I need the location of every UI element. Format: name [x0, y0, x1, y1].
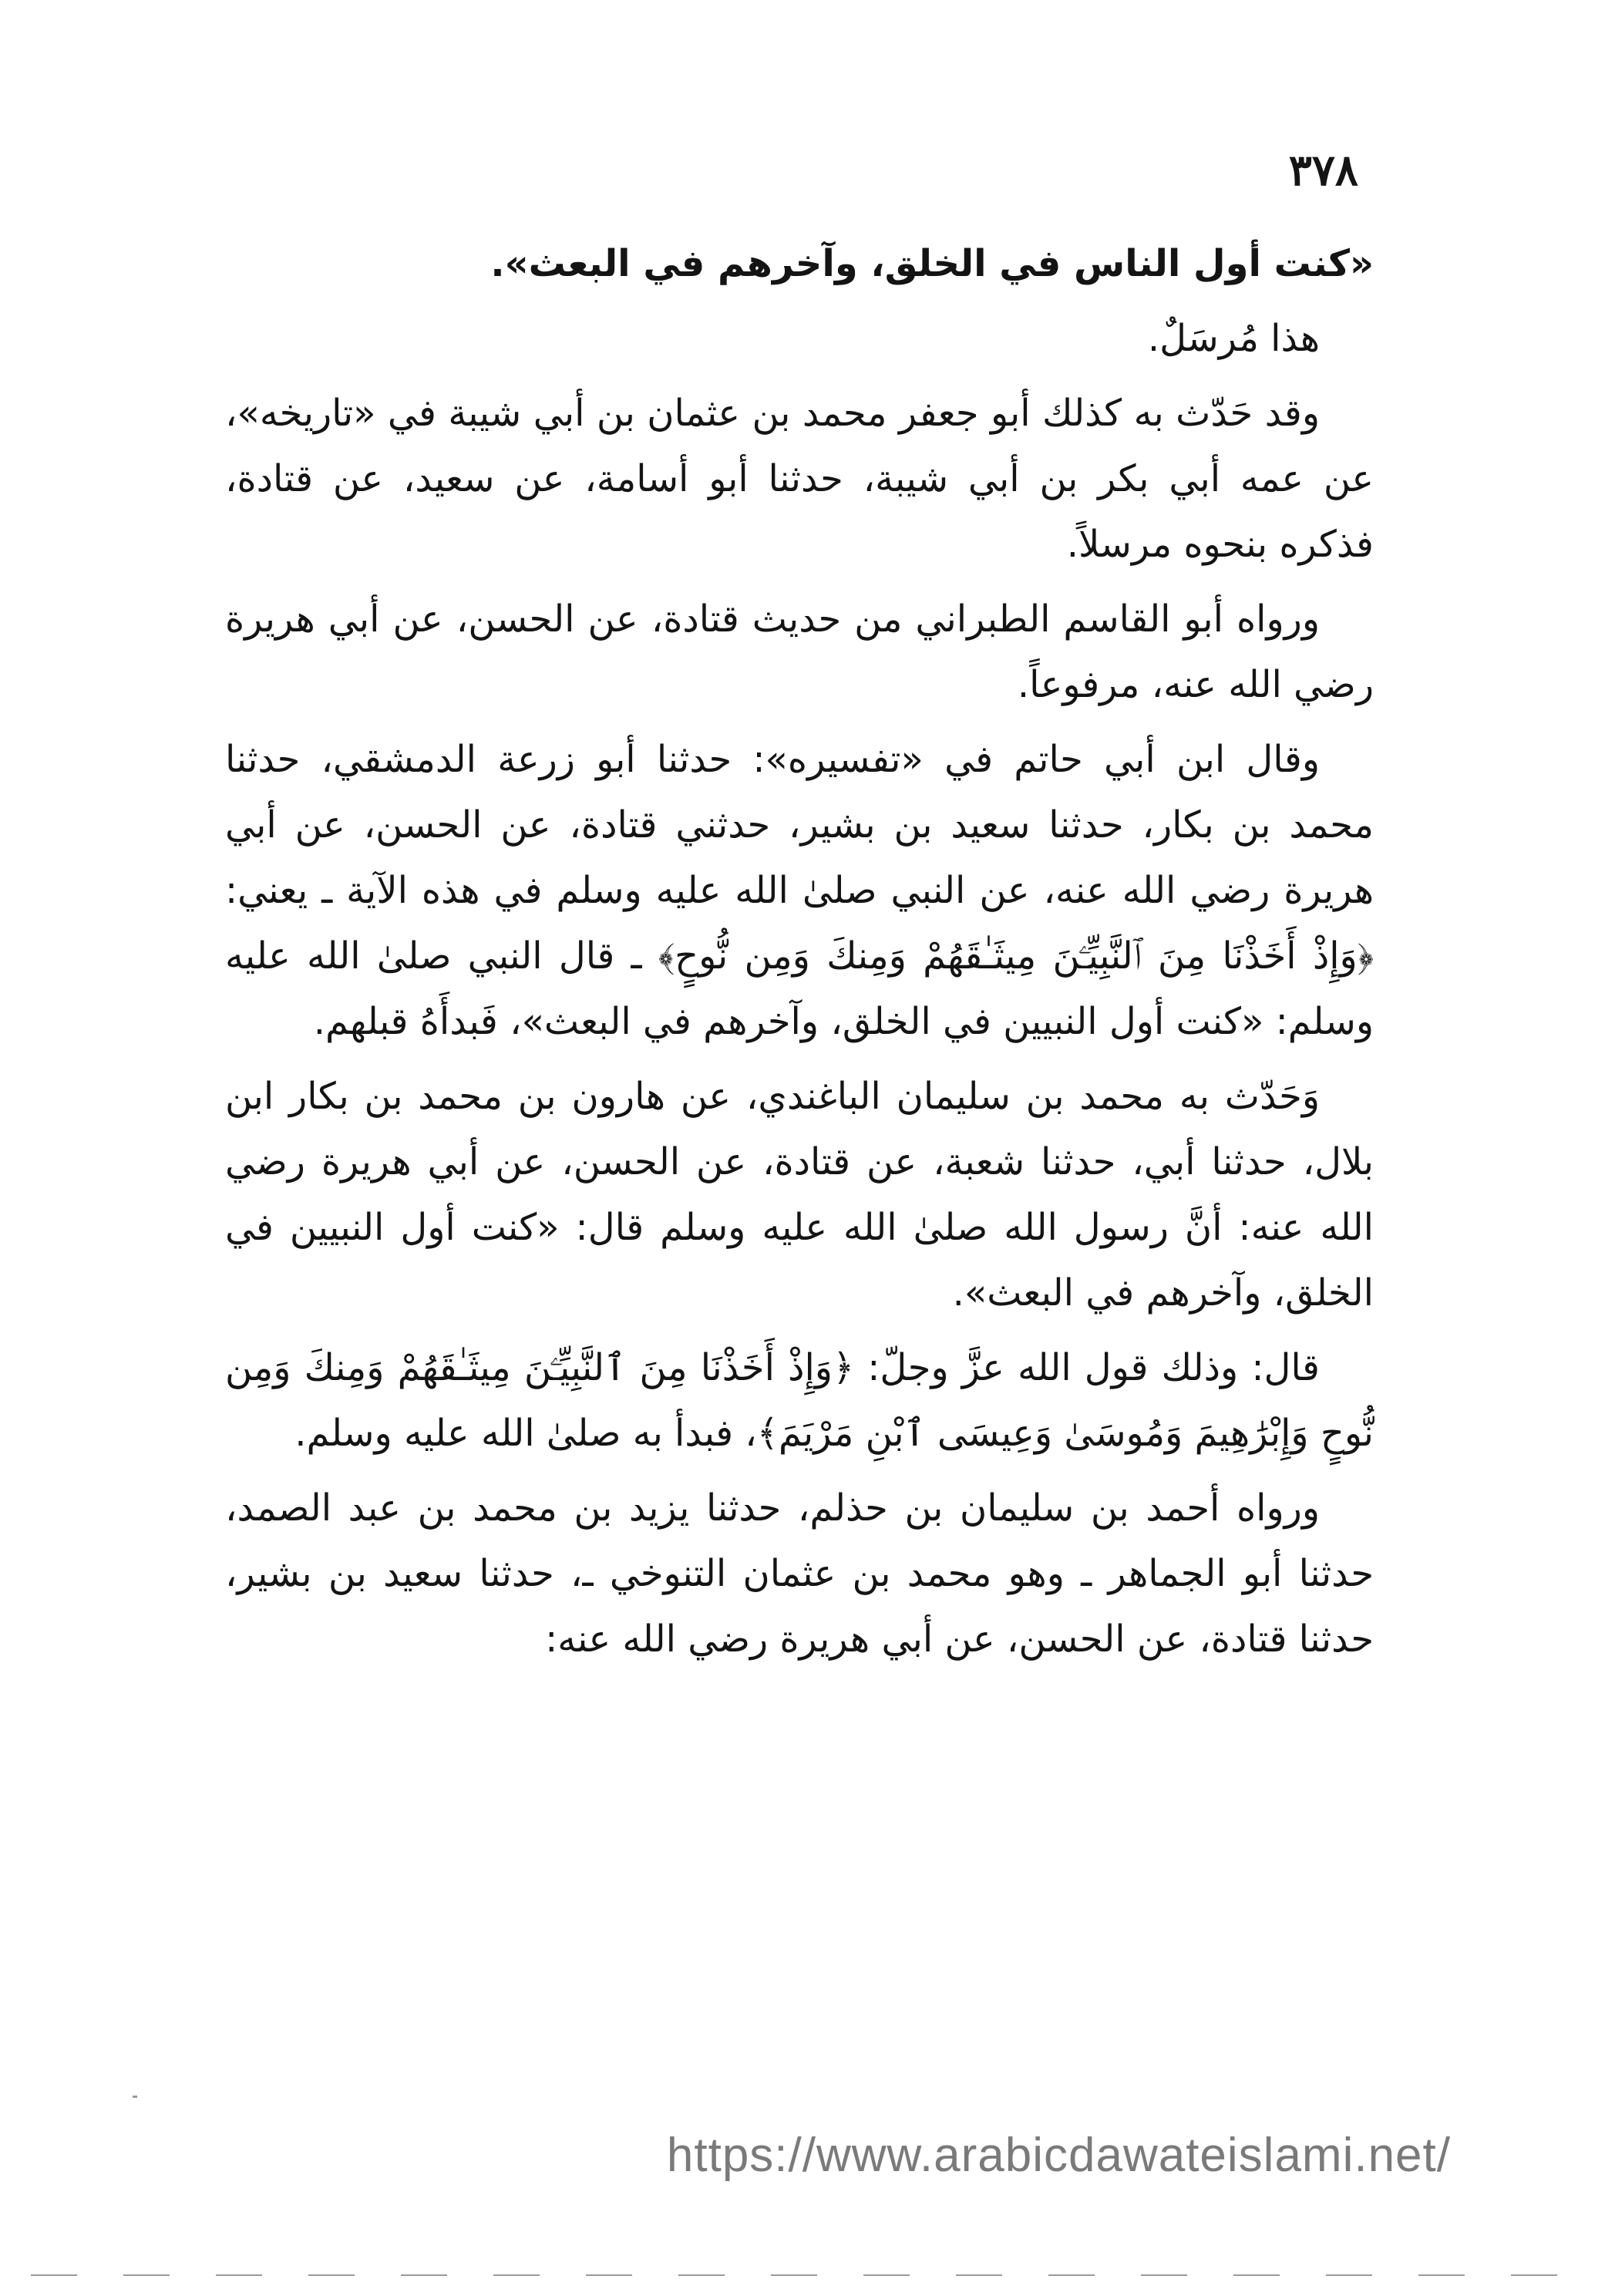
paragraph-tabarani: ورواه أبو القاسم الطبراني من حديث قتادة، عن الحسن، عن أبي هريرة رضي الله عنه، مرفوعاً. [225, 598, 1374, 706]
paragraph-ibn-abi-hatim: وقال ابن أبي حاتم في «تفسيره»: حدثنا أبو زرعة الدمشقي، حدثنا محمد بن بكار، حدثنا سعيد بن بشير، حدثني قتادة، عن الحسن، عن أبي هريرة رضي الله عنه، عن النبي صلىٰ الله عليه وسلم في هذه الآية ـ يعني: ﴿وَإِذْ أَخَذْنَا مِنَ ٱلنَّبِيِّـۧنَ مِيثَـٰقَهُمْ وَمِنكَ وَمِن نُّوحٍ﴾ ـ قال النبي صلىٰ الله عليه وسلم: «كنت أول النبيين في الخلق، وآخرهم في البعث»، فَبدأَهُ قبلهم. [225, 738, 1374, 1043]
paragraph-baghandi: وَحَدّث به محمد بن سليمان الباغندي، عن هارون بن محمد بن بكار ابن بلال، حدثنا أبي، حدثنا شعبة، عن قتادة، عن الحسن، عن أبي هريرة رضي الله عنه: أنَّ رسول الله صلىٰ الله عليه وسلم قال: «كنت أول النبيين في الخلق، وآخرهم في البعث». [225, 1075, 1374, 1315]
paragraph-hadith-quote: «كنت أول الناس في الخلق، وآخرهم في البعث». [490, 242, 1374, 285]
main-text [225, 231, 1374, 1682]
scan-edge-line [31, 2274, 1574, 2276]
scan-speck [133, 2096, 137, 2098]
paragraph-quran-verse: قال: وذلك قول الله عزَّ وجلّ: ﴿وَإِذْ أَخَذْنَا مِنَ ٱلنَّبِيِّـۧنَ مِيثَـٰقَهُمْ وَمِنكَ وَمِن نُّوحٍ وَإِبْرَٰهِيمَ وَمُوسَىٰ وَعِيسَى ٱبْنِ مَرْيَمَ﴾، فبدأ به صلىٰ الله عليه وسلم. [225, 1346, 1374, 1455]
page-number: ٣٧٨ [1288, 145, 1358, 196]
paragraph-mursal-note: هذا مُرسَلٌ. [1147, 317, 1320, 360]
watermark-url: https://www.arabicdawateislami.net/ [666, 2129, 1451, 2182]
paragraph-ibn-abi-shaybah: وقد حَدّث به كذلك أبو جعفر محمد بن عثمان بن أبي شيبة في «تاريخه»، عن عمه أبي بكر بن أبي شيبة، حدثنا أبو أسامة، عن سعيد، عن قتادة، فذكره بنحوه مرسلاً. [225, 392, 1374, 566]
paragraph-ahmad-hadhlam: ورواه أحمد بن سليمان بن حذلم، حدثنا يزيد بن محمد بن عبد الصمد، حدثنا أبو الجماهر ـ وهو محمد بن عثمان التنوخي ـ، حدثنا سعيد بن بشير، حدثنا قتادة، عن الحسن، عن أبي هريرة رضي الله عنه: [225, 1486, 1374, 1661]
